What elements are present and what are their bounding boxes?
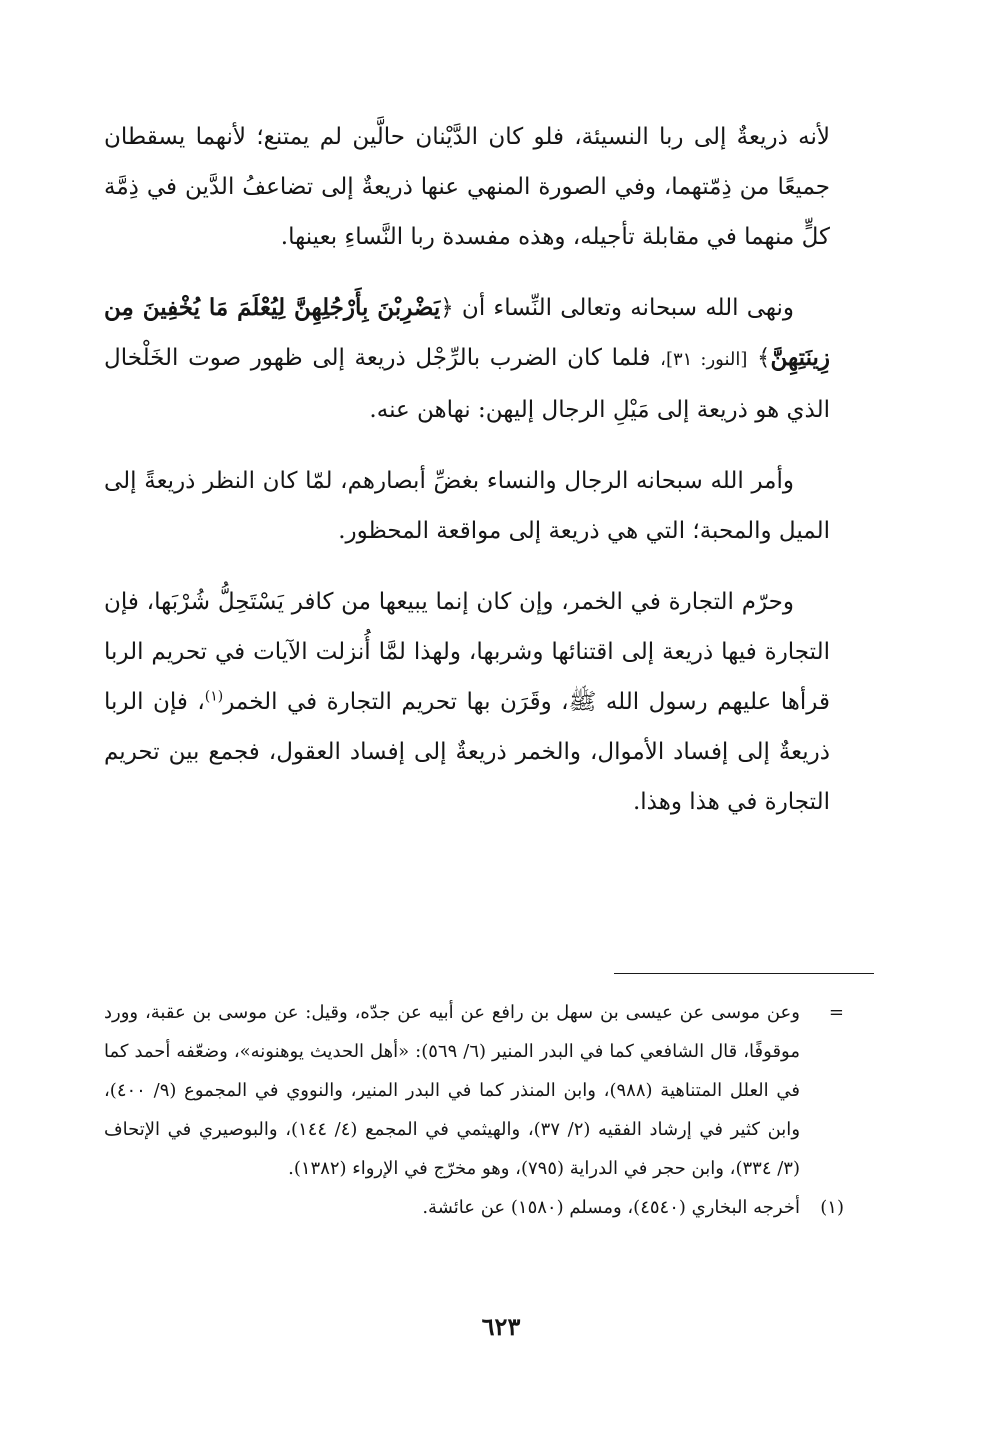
footnote-separator-line	[614, 973, 874, 974]
footnote-continuation-marker: =	[828, 1002, 844, 1023]
paragraph-1	[104, 112, 830, 262]
paragraph-2-text-before: ونهى الله سبحانه وتعالى النِّساء أن	[461, 295, 794, 321]
footnote-1	[104, 1188, 844, 1227]
footnotes	[104, 993, 844, 1227]
footnote-reference-marker: (١)	[204, 688, 224, 705]
paragraph-4-text-after: ، فإن الربا ذريعةٌ إلى إفساد الأموال، والخمر ذريعةٌ إلى إفساد العقول، فجمع بين تحريم التجارة في هذا وهذا.	[104, 689, 830, 815]
main-text	[104, 112, 830, 848]
paragraph-2	[104, 283, 830, 435]
page-number: ٦٢٣	[481, 1312, 521, 1341]
paragraph-2-text-after: فلما كان الضرب بالرِّجْل ذريعة إلى ظهور صوت الخَلْخال الذي هو ذريعة إلى مَيْلِ الرجال إليهن: نهاهن عنه.	[104, 345, 830, 423]
footnote-1-marker: (١)	[820, 1197, 844, 1218]
quran-verse-text: يَضْرِبْنَ بِأَرْجُلِهِنَّ لِيُعْلَمَ مَا يُخْفِينَ مِن زِينَتِهِنَّ	[104, 294, 831, 371]
paragraph-4	[104, 577, 830, 827]
paragraph-4-text-before: وحرّم التجارة في الخمر، وإن كان إنما يبيعها من كافر يَسْتَحِلُّ شُرْبَها، فإن التجارة فيها ذريعة إلى اقتنائها وشربها، ولهذا لمَّا أُنزلت الآيات في تحريم الربا قرأها عليهم رسول الله ﷺ، وقَرَن بها تحريم التجارة في الخمر	[104, 589, 830, 715]
footnote-continuation	[104, 993, 844, 1188]
footnote-continuation-text: وعن موسى عن عيسى بن سهل بن رافع عن أبيه عن جدّه، وقيل: عن موسى بن عقبة، وورد موقوفًا، قال الشافعي كما في البدر المنير (٦/ ٥٦٩): «أهل الحديث يوهنونه»، وضعّفه أحمد كما في العلل المتناهية (٩٨٨)، وابن المنذر كما في البدر المنير، والنووي في المجموع (٩/ ٤٠٠)، وابن كثير في إرشاد الفقيه (٢/ ٣٧)، والهيثمي في المجمع (٤/ ١٤٤)، والبوصيري في الإتحاف (٣/ ٣٣٤)، وابن حجر في الدراية (٧٩٥)، وهو مخرّج في الإرواء (١٣٨٢).	[104, 1002, 801, 1179]
footnote-1-text: أخرجه البخاري (٤٥٤٠)، ومسلم (١٥٨٠) عن عائشة.	[422, 1197, 800, 1218]
quran-reference: [النور: ٣١]،	[660, 349, 748, 370]
paragraph-3-text: وأمر الله سبحانه الرجال والنساء بغضِّ أبصارهم، لمّا كان النظر ذريعةً إلى الميل والمحبة؛ التي هي ذريعة إلى مواقعة المحظور.	[104, 468, 830, 544]
quran-open-bracket: ﴿	[440, 295, 454, 321]
quran-close-bracket: ﴾	[757, 345, 771, 371]
paragraph-1-text: لأنه ذريعةٌ إلى ربا النسيئة، فلو كان الدَّيْنان حالَّين لم يمتنع؛ لأنهما يسقطان جميعًا من ذِمّتهما، وفي الصورة المنهي عنها ذريعةٌ إلى تضاعفُ الدَّين في ذِمَّة كلٍّ منهما في مقابلة تأجيله، وهذه مفسدة ربا النَّساءِ بعينها.	[104, 124, 830, 250]
paragraph-3	[104, 456, 830, 556]
